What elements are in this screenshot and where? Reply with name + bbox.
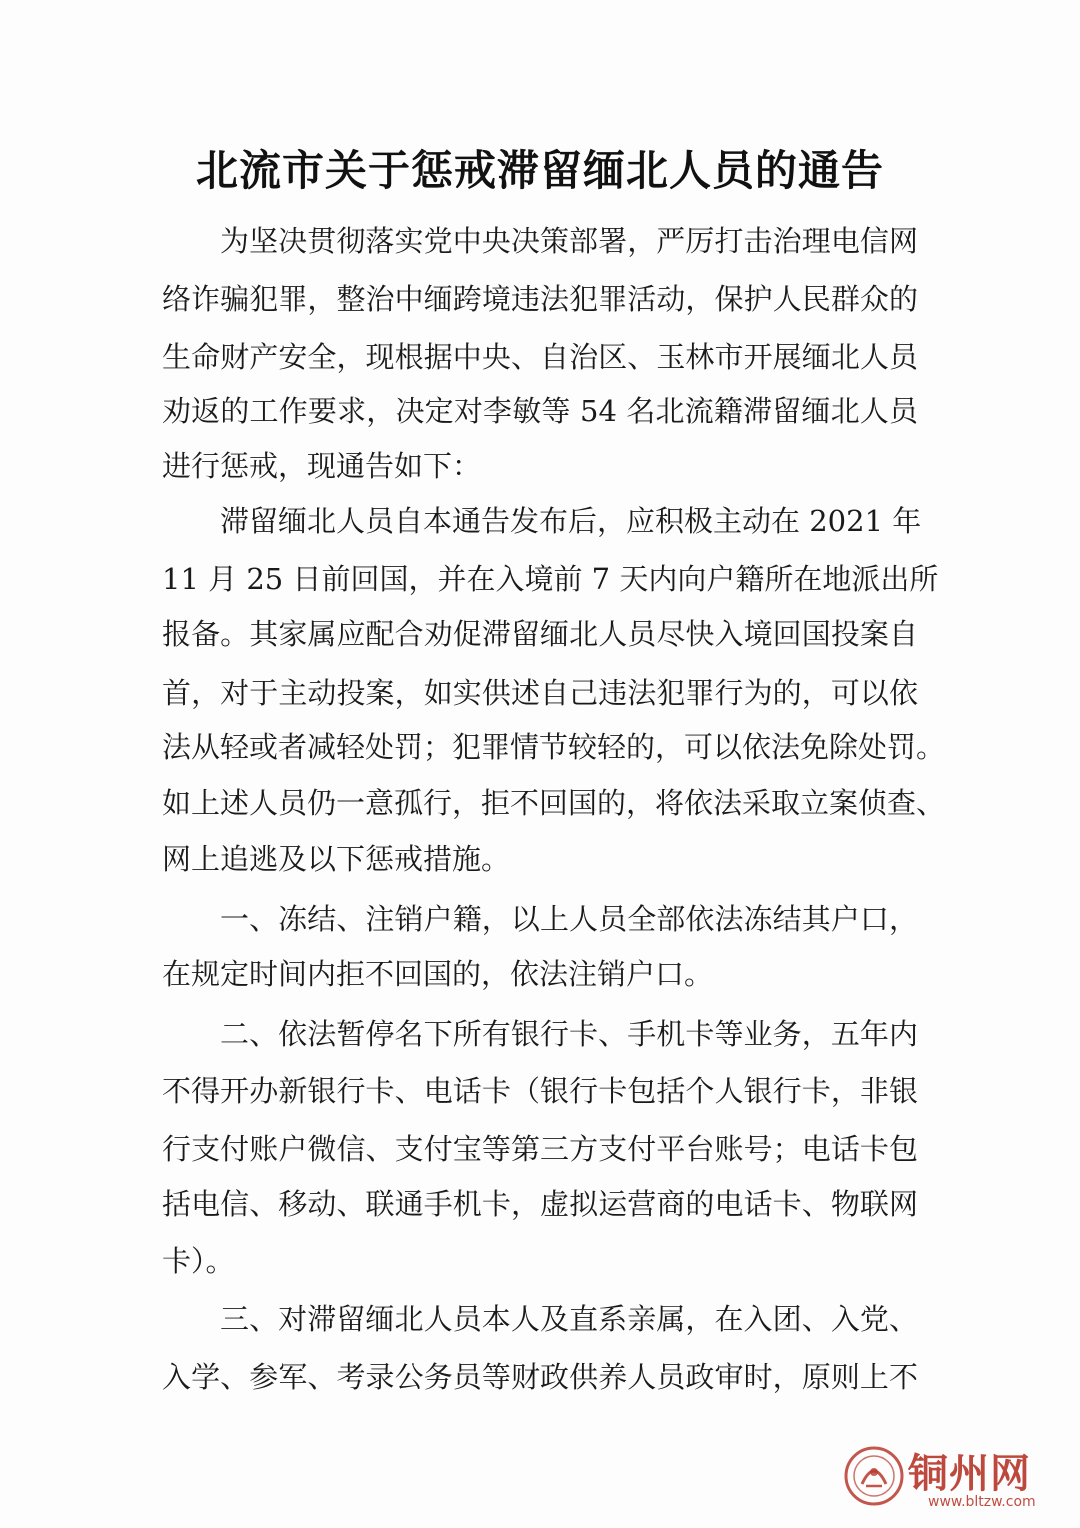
paragraph-3-line-2: 在规定时间内拒不回国的，依法注销户口。 xyxy=(162,957,714,991)
paragraph-2-line-1: 滞留缅北人员自本通告发布后，应积极主动在 2021 年 xyxy=(220,504,922,538)
paragraph-2-line-2: 11 月 25 日前回国，并在入境前 7 天内向户籍所在地派出所 xyxy=(162,562,939,596)
paragraph-1-line-5: 进行惩戒，现通告如下： xyxy=(162,449,482,483)
paragraph-2-line-4: 首，对于主动投案，如实供述自己违法犯罪行为的，可以依 xyxy=(162,676,918,710)
paragraph-2-line-6: 如上述人员仍一意孤行，拒不回国的，将依法采取立案侦查、 xyxy=(162,786,946,820)
paragraph-4-line-3: 行支付账户微信、支付宝等第三方支付平台账号；电话卡包 xyxy=(162,1132,918,1166)
paragraph-5-line-2: 入学、参军、考录公务员等财政供养人员政审时，原则上不 xyxy=(162,1360,918,1394)
paragraph-2-line-3: 报备。其家属应配合劝促滞留缅北人员尽快入境回国投案自 xyxy=(162,617,918,651)
paragraph-1-line-3: 生命财产安全，现根据中央、自治区、玉林市开展缅北人员 xyxy=(162,340,918,374)
paragraph-1-line-4: 劝返的工作要求，决定对李敏等 54 名北流籍滞留缅北人员 xyxy=(162,394,918,428)
site-watermark xyxy=(842,1436,1062,1520)
paragraph-4-line-1: 二、依法暂停名下所有银行卡、手机卡等业务，五年内 xyxy=(220,1017,918,1051)
paragraph-2-line-5: 法从轻或者减轻处罚；犯罪情节较轻的，可以依法免除处罚。 xyxy=(162,730,946,764)
watermark-site-name: 铜州网 xyxy=(908,1451,1031,1497)
document-title: 北流市关于惩戒滞留缅北人员的通告 xyxy=(195,146,884,195)
paragraph-4-line-2: 不得开办新银行卡、电话卡（银行卡包括个人银行卡，非银 xyxy=(162,1074,918,1108)
paragraph-1-line-2: 络诈骗犯罪，整治中缅跨境违法犯罪活动，保护人民群众的 xyxy=(162,282,918,316)
paragraph-5-line-1: 三、对滞留缅北人员本人及直系亲属，在入团、入党、 xyxy=(220,1302,918,1336)
watermark-url: www.bltzw.com xyxy=(928,1494,1036,1510)
paragraph-1-line-1: 为坚决贯彻落实党中央决策部署，严厉打击治理电信网 xyxy=(220,224,918,258)
seal-icon xyxy=(842,1444,906,1508)
paragraph-2-line-7: 网上追逃及以下惩戒措施。 xyxy=(162,842,511,876)
paragraph-4-line-4: 括电信、移动、联通手机卡，虚拟运营商的电话卡、物联网 xyxy=(162,1187,918,1221)
paragraph-4-line-5: 卡）。 xyxy=(162,1244,235,1278)
paragraph-3-line-1: 一、冻结、注销户籍，以上人员全部依法冻结其户口， xyxy=(220,902,918,936)
